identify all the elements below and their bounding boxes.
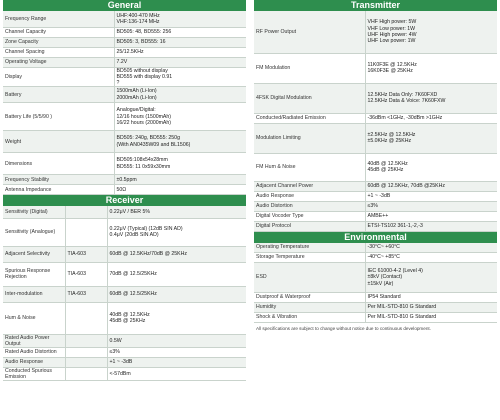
spec-row	[254, 83, 497, 113]
spec-value-line: 40dB @ 12.5KHz	[367, 160, 408, 167]
spec-value-line: 40dB @ 12.5KHz	[109, 311, 150, 318]
spec-label: Inter-modulation	[3, 286, 65, 302]
spec-row	[254, 221, 497, 231]
spec-value-line: 11K0F3E @ 12.5KHz	[367, 61, 417, 68]
spec-value-line: 16/22 hours (2000mAh)	[116, 119, 172, 126]
transmitter-table	[254, 11, 497, 232]
environmental-table	[254, 243, 497, 324]
spec-value-line: Analogue/Digital:	[116, 107, 156, 114]
spec-row	[3, 218, 246, 246]
spec-row	[3, 27, 246, 37]
spec-value-line: VHF:136-174 MHz	[116, 18, 160, 25]
spec-value-line: ±2.5KHz @ 12.5KHz	[367, 131, 416, 138]
spec-value-line: -30°C~ +60°C	[367, 244, 400, 251]
spec-row	[3, 131, 246, 153]
spec-row	[254, 123, 497, 153]
spec-value-line: ±0.5ppm	[116, 176, 137, 183]
spec-row	[3, 368, 246, 381]
general-table	[3, 11, 246, 195]
spec-value	[365, 181, 497, 191]
spec-value-line: ±8kV (Contact)	[367, 274, 403, 281]
spec-label: Conducted Spurious Emission	[3, 368, 65, 381]
spec-value	[365, 201, 497, 211]
spec-value-line: 50Ω	[116, 186, 127, 193]
spec-row	[254, 243, 497, 253]
spec-value	[107, 302, 246, 334]
spec-value-line: ≤3%	[367, 202, 378, 209]
spec-value	[365, 191, 497, 201]
spec-value-line: BD555: 11 0x59x30mm	[116, 163, 171, 170]
spec-label: Adjacent Selectivity	[3, 246, 65, 262]
spec-standard	[65, 348, 107, 358]
spec-label: 4FSK Digital Modulation	[254, 83, 365, 113]
spec-label: Battery Life (5/5/90 )	[3, 103, 114, 131]
spec-label: RF Power Output	[254, 11, 365, 53]
spec-value	[114, 11, 246, 27]
spec-standard	[65, 334, 107, 347]
spec-row	[254, 293, 497, 303]
spec-row	[3, 47, 246, 57]
spec-row	[254, 53, 497, 83]
spec-label: Antenna Impedance	[3, 185, 114, 195]
spec-row	[3, 37, 246, 47]
spec-value-line: VHF Low power: 1W	[367, 25, 416, 32]
spec-value-line: 12/16 hours (1500mAh)	[116, 113, 172, 120]
spec-value-line: 0.5W	[109, 337, 122, 344]
spec-row	[3, 206, 246, 218]
spec-value	[365, 113, 497, 123]
spec-value-line: 12.5KHz Data & Voice: 7K60FXW	[367, 98, 446, 104]
spec-row	[3, 286, 246, 302]
spec-row	[254, 211, 497, 221]
spec-row	[254, 303, 497, 313]
spec-row	[3, 348, 246, 358]
spec-value	[365, 211, 497, 221]
spec-standard	[65, 218, 107, 246]
spec-label: Spurious Response Rejection	[3, 262, 65, 286]
spec-label: Sensitivity (Analogue)	[3, 218, 65, 246]
spec-value-line: 60dB @ 12.5/25KHz	[109, 291, 157, 297]
spec-value-line: <-57dBm	[109, 371, 131, 378]
spec-value-line: BD505 without display	[116, 67, 168, 74]
spec-standard: TIA-603	[65, 286, 107, 302]
spec-value-line: 0.4μV (20dB SIN AD)	[109, 232, 159, 239]
spec-value	[114, 185, 246, 195]
spec-label: Adjacent Channel Power	[254, 181, 365, 191]
spec-label: ESD	[254, 263, 365, 293]
spec-row	[3, 57, 246, 67]
spec-value-line: 0.22μV / BER 5%	[109, 208, 150, 215]
spec-label: Audio Response	[3, 358, 65, 368]
spec-row	[254, 313, 497, 323]
spec-label: Rated Audio Power Output	[3, 334, 65, 347]
spec-label: FM Modulation	[254, 53, 365, 83]
spec-row	[3, 358, 246, 368]
spec-value	[365, 243, 497, 253]
spec-row	[3, 67, 246, 87]
spec-value-line: VHF High power: 5W	[367, 19, 417, 26]
spec-standard	[65, 206, 107, 218]
spec-row	[3, 103, 246, 131]
spec-value-line: +1 ~ -3dB	[109, 359, 133, 366]
spec-label: Shock & Vibration	[254, 313, 365, 323]
spec-label: FM Hum & Noise	[254, 153, 365, 181]
spec-row	[254, 153, 497, 181]
spec-label: Display	[3, 67, 114, 87]
spec-row	[254, 263, 497, 293]
spec-value	[114, 67, 246, 87]
spec-value	[114, 27, 246, 37]
spec-value-line: UHF High power: 4W	[367, 31, 417, 38]
spec-value	[365, 11, 497, 53]
spec-value	[107, 334, 246, 347]
spec-value-line: IEC 61000-4-2 (Level 4)	[367, 268, 423, 275]
spec-row	[3, 302, 246, 334]
transmitter-header: Transmitter	[254, 0, 497, 11]
spec-value-line: ?	[116, 79, 120, 86]
spec-value	[114, 103, 246, 131]
spec-value	[107, 368, 246, 381]
spec-value-line: BD555 with display 0.91	[116, 73, 173, 80]
spec-value	[365, 313, 497, 323]
spec-value-line: -40°C~ +85°C	[367, 254, 400, 261]
spec-value	[107, 206, 246, 218]
receiver-table	[3, 206, 246, 381]
spec-value	[365, 153, 497, 181]
spec-label: Humidity	[254, 303, 365, 313]
spec-value-line: BD505: 48, BD555: 256	[116, 28, 172, 35]
spec-row	[3, 153, 246, 175]
spec-value-line: 25/12.5KHz	[116, 48, 144, 55]
spec-label: Operating Temperature	[254, 243, 365, 253]
spec-value	[114, 57, 246, 67]
spec-value	[365, 293, 497, 303]
spec-row	[3, 11, 246, 27]
spec-value-line: +1 ~ -3dB	[367, 192, 391, 199]
spec-value-line: ±5.0KHz @ 25KHz	[367, 138, 412, 144]
environmental-header: Environmental	[254, 232, 497, 243]
spec-row	[254, 191, 497, 201]
spec-label: Digital Vocoder Type	[254, 211, 365, 221]
right-column	[254, 0, 497, 332]
spec-label: Audio Distortion	[254, 201, 365, 211]
spec-value-line: 7.2V	[116, 58, 128, 65]
spec-standard	[65, 368, 107, 381]
spec-label: Channel Spacing	[3, 47, 114, 57]
spec-label: Conducted/Radiated Emission	[254, 113, 365, 123]
spec-label: Operating Voltage	[3, 57, 114, 67]
spec-value-line: ±15kV (Air)	[367, 280, 394, 287]
spec-value-line: 60dB @ 12.5KHz, 70dB @25KHz	[367, 182, 445, 189]
spec-value	[365, 221, 497, 231]
spec-value	[365, 83, 497, 113]
spec-row	[3, 185, 246, 195]
spec-label: Hum & Noise	[3, 302, 65, 334]
spec-value-line: BD505: 3, BD555: 16	[116, 38, 166, 45]
spec-value-line: AMBE++	[367, 212, 389, 219]
spec-row	[254, 113, 497, 123]
spec-label: Dustproof & Waterproof	[254, 293, 365, 303]
spec-value-line: 70dB @ 12.5/25KHz	[109, 271, 157, 277]
spec-value	[365, 263, 497, 293]
spec-value	[365, 123, 497, 153]
left-column	[3, 0, 246, 381]
spec-standard	[65, 358, 107, 368]
spec-row	[254, 181, 497, 191]
spec-value	[107, 358, 246, 368]
spec-value-line: UHF Low power: 1W	[367, 37, 416, 44]
spec-value-line: ETSI-TS102 361-1,-2,-3	[367, 222, 423, 229]
spec-label: Zone Capacity	[3, 37, 114, 47]
spec-value	[107, 262, 246, 286]
spec-label: Digital Protocol	[254, 221, 365, 231]
footnote: All specifications are subject to change without notice due to continuous development.	[256, 326, 431, 331]
spec-row	[3, 87, 246, 103]
spec-standard: TIA-603	[65, 262, 107, 286]
spec-value-line: 60dB @ 12.5KHz/70dB @ 25KHz	[109, 251, 187, 257]
spec-row	[254, 11, 497, 53]
spec-value-line: UHF:400-470 MHz	[116, 12, 160, 19]
spec-value-line: BD505:108x54x28mm	[116, 157, 168, 164]
spec-row	[3, 334, 246, 347]
spec-label: Storage Temperature	[254, 253, 365, 263]
spec-label: Rated Audio Distortion	[3, 348, 65, 358]
spec-value-line: 2000mAh (Li-Ion)	[116, 94, 157, 101]
spec-value	[114, 37, 246, 47]
spec-value-line: 45dB @ 25KHz	[367, 167, 404, 173]
spec-value	[107, 286, 246, 302]
spec-label: Audio Response	[254, 191, 365, 201]
spec-label: Modulation Limiting	[254, 123, 365, 153]
spec-value	[365, 53, 497, 83]
spec-standard: TIA-603	[65, 246, 107, 262]
spec-label: Frequency Stability	[3, 175, 114, 185]
spec-value-line: Per MIL-STD-810 G Standard	[367, 304, 437, 311]
general-header: General	[3, 0, 246, 11]
spec-value	[107, 218, 246, 246]
spec-value-line: 45dB @ 25KHz	[109, 318, 146, 325]
spec-value	[365, 253, 497, 263]
spec-value-line: 0.22μV (Typical) (12dB SIN AD)	[109, 225, 183, 232]
spec-row	[3, 262, 246, 286]
spec-value-line: (With AN0435W09 and BL1506)	[116, 141, 191, 148]
spec-value-line: Per MIL-STD-810 G Standard	[367, 314, 437, 321]
spec-value-line: IP54 Standard	[367, 294, 401, 301]
spec-value-line: 1500mAh (Li-Ion)	[116, 88, 157, 95]
spec-value	[114, 87, 246, 103]
spec-label: Sensitivity (Digital)	[3, 206, 65, 218]
spec-value-line: 16K0F3E @ 25KHz	[367, 68, 413, 74]
spec-value	[114, 131, 246, 153]
spec-value-line: ≤3%	[109, 349, 120, 356]
spec-value-line: -36dBm <1GHz, -30dBm >1GHz	[367, 114, 443, 121]
spec-value	[107, 246, 246, 262]
spec-label: Dimensions	[3, 153, 114, 175]
spec-value-line: BD505: 240g, BD555: 250g	[116, 135, 180, 142]
spec-row	[254, 253, 497, 263]
spec-label: Channel Capacity	[3, 27, 114, 37]
spec-row	[254, 201, 497, 211]
spec-row	[3, 246, 246, 262]
spec-label: Weight	[3, 131, 114, 153]
spec-value	[114, 153, 246, 175]
spec-label: Frequency Range	[3, 11, 114, 27]
spec-value	[107, 348, 246, 358]
spec-value	[114, 47, 246, 57]
spec-row	[3, 175, 246, 185]
spec-value	[114, 175, 246, 185]
receiver-header: Receiver	[3, 195, 246, 206]
spec-value-line: 12.5KHz Data Only: 7K60FXD	[367, 91, 438, 98]
spec-label: Battery	[3, 87, 114, 103]
spec-value	[365, 303, 497, 313]
spec-standard	[65, 302, 107, 334]
